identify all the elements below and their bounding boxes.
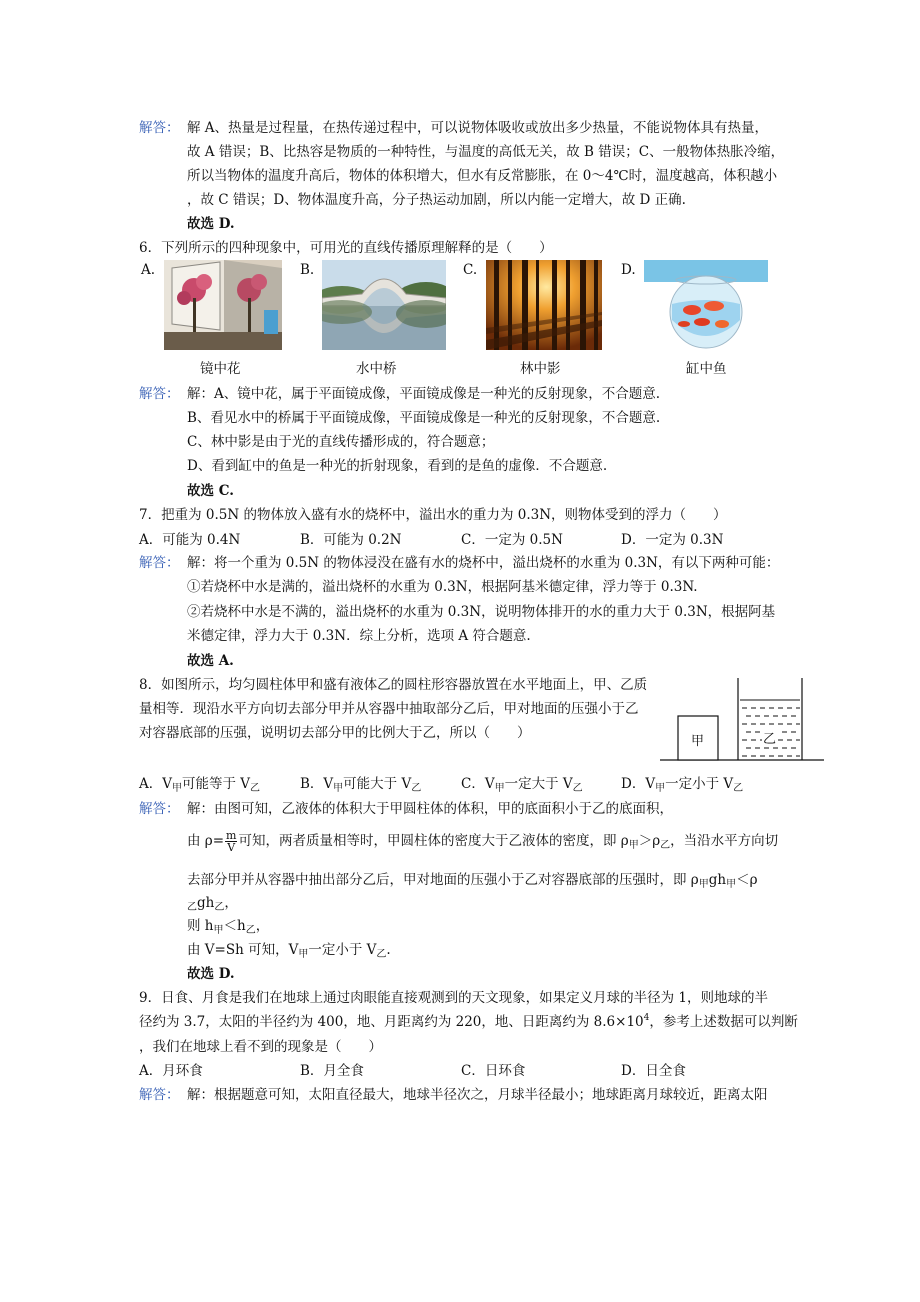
option: A．月环食 xyxy=(139,1063,203,1079)
answer-label: 解答： xyxy=(139,386,180,402)
label-yi: 乙 xyxy=(763,732,777,747)
answer-line: 去部分甲并从容器中抽出部分乙后，甲对地面的压强小于乙对容器底部的压强时，即 $\rho_甲gh_甲<\rho$ xyxy=(187,872,758,890)
option: B．$V_甲$可能大于 $V_乙$ xyxy=(300,776,422,794)
answer-conclusion: 故选 D. xyxy=(187,216,235,232)
question-stem: 6．下列所示的四种现象中，可用光的直线传播原理解释的是（ ） xyxy=(139,240,553,256)
answer-line: 则 $h_甲<h_乙$， xyxy=(187,918,270,936)
option: D．一定为 0.3N xyxy=(621,532,724,548)
option: C．日环食 xyxy=(461,1063,526,1079)
answer-line: ，故 C 错误；D、物体温度升高，分子热运动加剧，所以内能一定增大，故 D 正确. xyxy=(187,192,686,208)
bridge-reflection-image xyxy=(322,260,446,350)
forest-shadows-image xyxy=(486,260,602,350)
option-letter: D. xyxy=(621,262,636,278)
option: A．可能为 0.4N xyxy=(139,532,241,548)
answer-label: 解答： xyxy=(139,801,180,817)
answer-line: 解：由图可知，乙液体的体积大于甲圆柱体的体积，甲的底面积小于乙的底面积， xyxy=(187,801,673,817)
answer-line: D、看到缸中的鱼是一种光的折射现象，看到的是鱼的虚像．不合题意. xyxy=(187,458,608,474)
label-jia: 甲 xyxy=(691,734,705,749)
answer-line: 由 V=Sh 可知，$V_甲$一定小于 $V_乙$. xyxy=(187,942,391,960)
question-stem: 8．如图所示，均匀圆柱体甲和盛有液体乙的圆柱形容器放置在水平地面上，甲、乙质 xyxy=(139,677,648,693)
answer-line: 解 A、热量是过程量，在热传递过程中，可以说物体吸收或放出多少热量，不能说物体具有热量， xyxy=(187,120,769,136)
answer-conclusion: 故选 D. xyxy=(187,966,235,982)
option: C．一定为 0.5N xyxy=(461,532,563,548)
answer-line: B、看见水中的桥属于平面镜成像，平面镜成像是一种光的反射现象，不合题意. xyxy=(187,410,661,426)
cylinder-container-figure xyxy=(658,676,826,764)
answer-line: 解：根据题意可知，太阳直径最大，地球半径次之，月球半径最小；地球距离月球较近，距离太阳 xyxy=(187,1087,768,1103)
option: D．$V_甲$一定小于 $V_乙$ xyxy=(621,776,744,794)
flower-in-mirror-image xyxy=(164,260,282,350)
image-caption: 林中影 xyxy=(520,361,561,377)
question-stem: 9．日食、月食是我们在地球上通过肉眼能直接观测到的天文现象，如果定义月球的半径为 1，则地球的半 xyxy=(139,990,768,1006)
option: C．$V_甲$一定大于 $V_乙$ xyxy=(461,776,583,794)
option: D．日全食 xyxy=(621,1063,686,1079)
answer-line: 米德定律，浮力大于 0.3N．综上分析，选项 A 符合题意. xyxy=(187,628,531,644)
answer-line: 解：A、镜中花，属于平面镜成像，平面镜成像是一种光的反射现象，不合题意. xyxy=(187,386,661,402)
fish-bowl-image xyxy=(644,260,768,350)
option-letter: A. xyxy=(141,262,156,278)
answer-line: ②若烧杯中水是不满的，溢出烧杯的水重为 0.3N，说明物体排开的水的重力大于 0.3N，根据阿基 xyxy=(187,604,776,620)
question-stem: 径约为 3.7，太阳的半径约为 400，地、月距离约为 220，地、日距离约为 $8.6\times 10^4$，参考上述数据可以判断 xyxy=(139,1013,798,1030)
option-letter: B. xyxy=(300,262,315,278)
answer-conclusion: 故选 C. xyxy=(187,483,234,499)
answer-line: $_乙gh_乙$， xyxy=(187,895,238,913)
answer-conclusion: 故选 A. xyxy=(187,653,234,669)
question-stem: 对容器底部的压强，说明切去部分甲的比例大于乙，所以（ ） xyxy=(139,725,531,741)
answer-label: 解答： xyxy=(139,555,180,571)
image-caption: 缸中鱼 xyxy=(686,361,727,377)
answer-line: C、林中影是由于光的直线传播形成的，符合题意； xyxy=(187,434,495,450)
option: B．可能为 0.2N xyxy=(300,532,402,548)
image-caption: 水中桥 xyxy=(356,361,397,377)
question-stem: ，我们在地球上看不到的现象是（ ） xyxy=(139,1039,382,1055)
answer-line: 解：将一个重为 0.5N 的物体浸没在盛有水的烧杯中，溢出烧杯的水重为 0.3N，有以下两种可能： xyxy=(187,555,780,571)
answer-line: ①若烧杯中水是满的，溢出烧杯的水重为 0.3N，根据阿基米德定律，浮力等于 0.3N. xyxy=(187,579,698,595)
answer-line: 所以当物体的温度升高后，物体的体积增大，但水有反常膨胀，在 0～4℃时，温度越高，体积越小 xyxy=(187,168,778,184)
option-letter: C. xyxy=(463,262,478,278)
density-fraction: $\frac{m}{V}$ xyxy=(226,829,237,854)
answer-label: 解答： xyxy=(139,1087,180,1103)
question-stem: 量相等．现沿水平方向切去部分甲并从容器中抽取部分乙后，甲对地面的压强小于乙 xyxy=(139,701,639,717)
question-stem: 7．把重为 0.5N 的物体放入盛有水的烧杯中，溢出水的重力为 0.3N，则物体受到的浮力（ ） xyxy=(139,507,727,523)
answer-line: 故 A 错误；B、比热容是物质的一种特性，与温度的高低无关，故 B 错误；C、一般物体热胀冷缩， xyxy=(187,144,785,160)
image-caption: 镜中花 xyxy=(200,361,241,377)
option: A．$V_甲$可能等于 $V_乙$ xyxy=(139,776,261,794)
option: B．月全食 xyxy=(300,1063,364,1079)
answer-line: 由 ρ= $\frac{m}{V}$ 可知，两者质量相等时，甲圆柱体的密度大于乙液体的密度，即 $\rho_甲>\rho_乙$，当沿水平方向切 xyxy=(187,829,779,854)
answer-label: 解答： xyxy=(139,120,180,136)
